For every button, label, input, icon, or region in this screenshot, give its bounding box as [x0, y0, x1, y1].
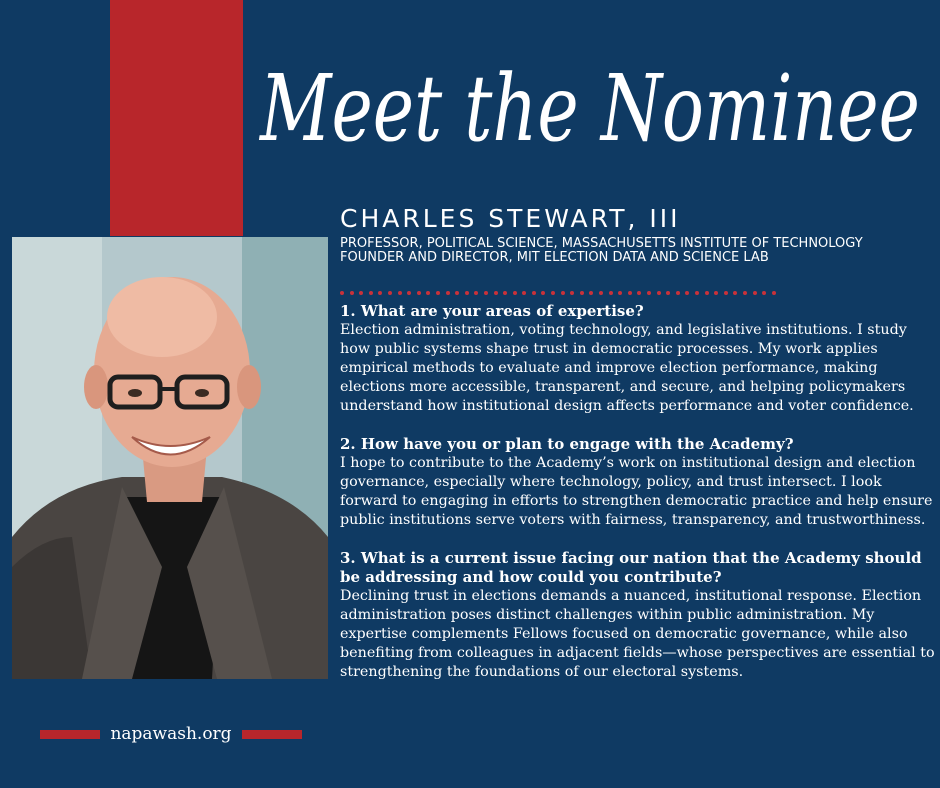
divider-dot [589, 291, 593, 295]
footer [40, 722, 302, 746]
divider-dot [733, 291, 737, 295]
divider-dot [436, 291, 440, 295]
divider-dot [522, 291, 526, 295]
divider-dot [561, 291, 565, 295]
divider-dot [657, 291, 661, 295]
nominee-photo [12, 237, 328, 679]
footer-url[interactable]: napawash.org [110, 724, 232, 744]
divider-dot [426, 291, 430, 295]
script-title-graphic [250, 20, 930, 200]
footer-rule-left [40, 730, 100, 739]
divider-dot [580, 291, 584, 295]
footer-rule-right [242, 730, 302, 739]
divider-dot [666, 291, 670, 295]
title-text: Meet the Nominee [258, 55, 920, 162]
dotted-divider [340, 291, 780, 299]
qa-question: 2. How have you or plan to engage with the Academy? [340, 435, 794, 453]
nominee-role: FOUNDER AND DIRECTOR, MIT ELECTION DATA AND SCIENCE LAB [340, 250, 769, 265]
nominee-role: PROFESSOR, POLITICAL SCIENCE, MASSACHUSETTS INSTITUTE OF TECHNOLOGY [340, 236, 863, 251]
divider-dot [628, 291, 632, 295]
nominee-name: CHARLES STEWART, III [340, 204, 681, 233]
divider-dot [494, 291, 498, 295]
divider-dot [647, 291, 651, 295]
qa-section [340, 302, 935, 701]
qa-answer: Declining trust in elections demands a nuanced, institutional response. Election administration poses distinct challenges within public administration. My expertise complements Fellows focused on democratic governance, while also benefiting from colleagues in adjacent fields—whose perspectives are essential to strengthening the foundations of our electoral systems. [340, 588, 935, 680]
page-title [250, 20, 930, 200]
divider-dot [369, 291, 373, 295]
divider-dot [446, 291, 450, 295]
divider-dot [685, 291, 689, 295]
divider-dot [455, 291, 459, 295]
divider-dot [359, 291, 363, 295]
divider-dot [724, 291, 728, 295]
divider-dot [474, 291, 478, 295]
qa-answer: I hope to contribute to the Academy’s work on institutional design and election governance, especially where technology, policy, and trust intersect. I look forward to engaging in efforts to strengthen democratic practice and help ensure public institutions serve voters with fairness, transparency, and trustworthiness. [340, 455, 933, 528]
divider-dot [714, 291, 718, 295]
divider-dot [618, 291, 622, 295]
divider-dot [388, 291, 392, 295]
divider-dot [407, 291, 411, 295]
divider-dot [465, 291, 469, 295]
divider-dot [532, 291, 536, 295]
divider-dot [762, 291, 766, 295]
divider-dot [695, 291, 699, 295]
divider-dot [705, 291, 709, 295]
qa-item [340, 549, 935, 682]
divider-dot [541, 291, 545, 295]
divider-dot [350, 291, 354, 295]
divider-dot [340, 291, 344, 295]
divider-dot [551, 291, 555, 295]
divider-dot [417, 291, 421, 295]
divider-dot [637, 291, 641, 295]
red-accent-bar [110, 0, 243, 236]
divider-dot [609, 291, 613, 295]
divider-dot [599, 291, 603, 295]
divider-dot [570, 291, 574, 295]
qa-question: 3. What is a current issue facing our nation that the Academy should be addressing and how could you contribute? [340, 549, 922, 586]
divider-dot [772, 291, 776, 295]
qa-item [340, 435, 935, 530]
divider-dot [743, 291, 747, 295]
qa-answer: Election administration, voting technology, and legislative institutions. I study how public systems shape trust in democratic processes. My work applies empirical methods to evaluate and improve election performance, making elections more accessible, transparent, and secure, and helping policymakers understand how institutional design affects performance and voter confidence. [340, 322, 914, 414]
divider-dot [378, 291, 382, 295]
divider-dot [398, 291, 402, 295]
nominee-roles [340, 237, 930, 265]
divider-dot [676, 291, 680, 295]
divider-dot [503, 291, 507, 295]
divider-dot [513, 291, 517, 295]
qa-item [340, 302, 935, 416]
divider-dot [753, 291, 757, 295]
qa-question: 1. What are your areas of expertise? [340, 302, 644, 320]
divider-dot [484, 291, 488, 295]
